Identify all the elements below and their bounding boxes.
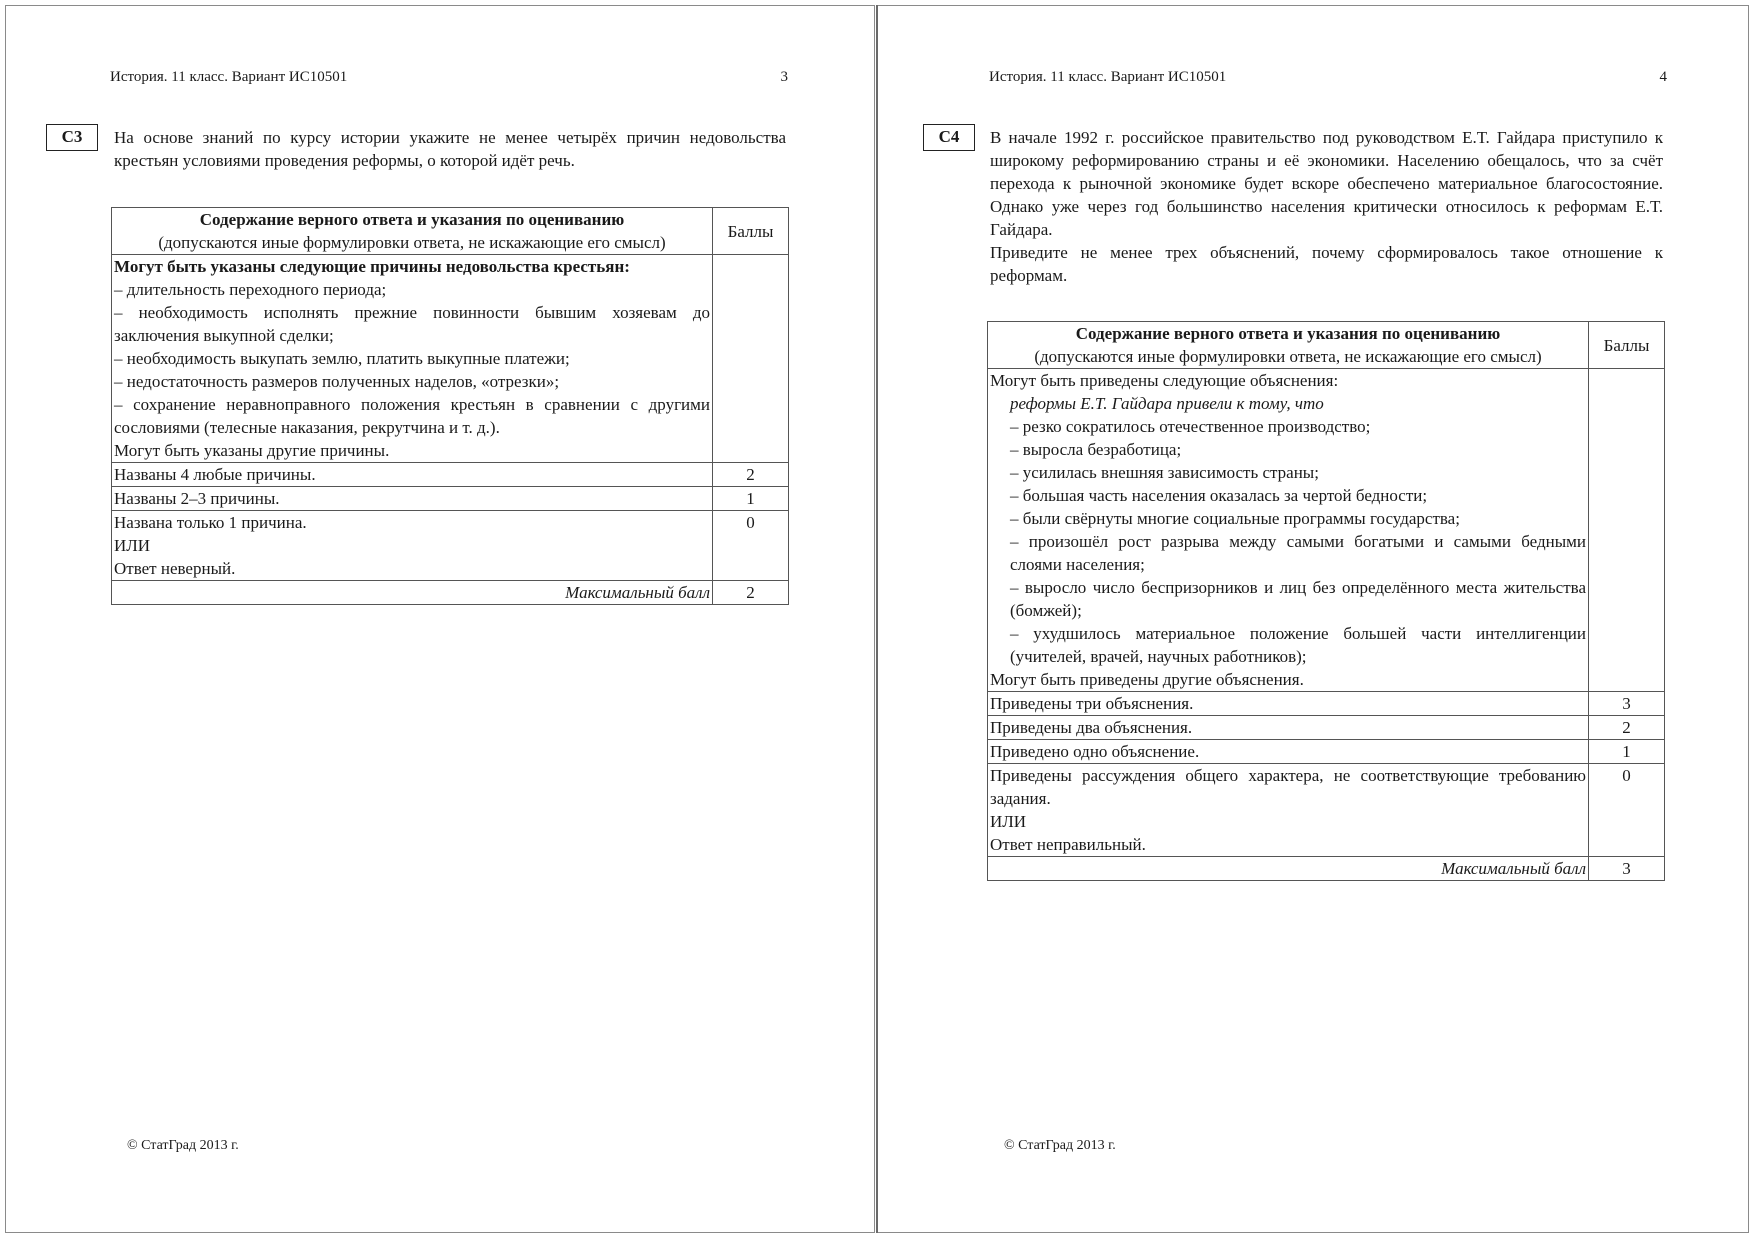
content-line: – были свёрнуты многие социальные программы государства;	[1010, 509, 1460, 528]
criteria-line: Приведены два объяснения.	[990, 718, 1193, 737]
content-italic: реформы Е.Т. Гайдара привели к тому, что	[1010, 394, 1324, 413]
table-header-title: Содержание верного ответа и указания по оцениванию	[199, 210, 625, 229]
task-text	[990, 126, 1663, 287]
table-content-row	[112, 255, 789, 463]
criteria-text	[988, 764, 1589, 857]
content-line: – длительность переходного периода;	[114, 280, 387, 299]
criteria-line: Ответ неправильный.	[990, 835, 1146, 854]
criteria-row	[988, 764, 1665, 857]
content-line: – резко сократилось отечественное производство;	[1010, 417, 1371, 436]
criteria-score: 1	[713, 487, 789, 511]
criteria-line: Названы 2–3 причины.	[114, 489, 280, 508]
content-line: – необходимость исполнять прежние повинности бывшим хозяевам до заключения выкупной сделки;	[114, 303, 710, 345]
criteria-line: ИЛИ	[990, 812, 1027, 831]
criteria-line: Приведены рассуждения общего характера, не соответствующие требованию задания.	[990, 766, 1586, 808]
task-paragraph: На основе знаний по курсу истории укажите не менее четырёх причин недовольства крестьян условиями проведения реформы, о которой идёт речь.	[114, 128, 786, 170]
page-number: 4	[1659, 69, 1667, 85]
criteria-line: ИЛИ	[114, 536, 151, 555]
criteria-text	[988, 692, 1589, 716]
content-line: Могут быть указаны другие причины.	[114, 441, 390, 460]
content-outro: Могут быть приведены другие объяснения.	[990, 670, 1304, 689]
content-line: – большая часть населения оказалась за чертой бедности;	[1010, 486, 1428, 505]
table-header-note: (допускаются иные формулировки ответа, не искажающие его смысл)	[158, 233, 666, 252]
criteria-score: 1	[1589, 740, 1665, 764]
criteria-score: 3	[1589, 692, 1665, 716]
copyright-footer: © СтатГрад 2013 г.	[1004, 1138, 1116, 1153]
page-number: 3	[780, 69, 788, 85]
content-intro: Могут быть приведены следующие объяснения:	[990, 371, 1339, 390]
content-line: – выросло число беспризорников и лиц без определённого места жительства (бомжей);	[1010, 578, 1586, 620]
running-header	[989, 69, 1667, 86]
copyright-footer: © СтатГрад 2013 г.	[127, 1138, 239, 1153]
table-content-row	[988, 369, 1665, 692]
max-score-value: 3	[1589, 857, 1665, 881]
task-paragraph: Приведите не менее трех объяснений, почему сформировалось такое отношение к реформам.	[990, 243, 1663, 285]
criteria-row	[988, 740, 1665, 764]
answer-content	[988, 369, 1589, 692]
criteria-row	[988, 716, 1665, 740]
criteria-text	[988, 740, 1589, 764]
table-header-score: Баллы	[1589, 322, 1665, 369]
max-score-value: 2	[713, 581, 789, 605]
running-header	[110, 69, 788, 86]
criteria-text	[112, 511, 713, 581]
answer-table	[111, 207, 789, 605]
criteria-row	[112, 511, 789, 581]
table-header-title: Содержание верного ответа и указания по оцениванию	[1075, 324, 1501, 343]
table-header-score: Баллы	[713, 208, 789, 255]
criteria-score: 2	[1589, 716, 1665, 740]
table-header-row	[988, 322, 1665, 369]
max-score-label: Максимальный балл	[988, 857, 1589, 881]
task-text	[114, 126, 786, 172]
max-score-row	[112, 581, 789, 605]
max-score-row	[988, 857, 1665, 881]
content-heading: Могут быть указаны следующие причины недовольства крестьян:	[114, 257, 630, 276]
content-line: – произошёл рост разрыва между самыми богатыми и самыми бедными слоями населения;	[1010, 532, 1586, 574]
criteria-row	[112, 487, 789, 511]
criteria-row	[988, 692, 1665, 716]
answer-content-score	[713, 255, 789, 463]
content-line: – усилилась внешняя зависимость страны;	[1010, 463, 1319, 482]
criteria-score: 0	[713, 511, 789, 581]
criteria-score: 2	[713, 463, 789, 487]
criteria-line: Приведено одно объяснение.	[990, 742, 1200, 761]
table-header-content	[988, 322, 1589, 369]
criteria-text	[112, 463, 713, 487]
page-4	[877, 0, 1754, 1239]
header-title: История. 11 класс. Вариант ИС10501	[989, 69, 1227, 85]
criteria-line: Названа только 1 причина.	[114, 513, 307, 532]
content-line: – выросла безработица;	[1010, 440, 1182, 459]
header-title: История. 11 класс. Вариант ИС10501	[110, 69, 348, 85]
table-header-content	[112, 208, 713, 255]
criteria-row	[112, 463, 789, 487]
table-header-row	[112, 208, 789, 255]
criteria-score: 0	[1589, 764, 1665, 857]
task-paragraph: В начале 1992 г. российское правительство под руководством Е.Т. Гайдара приступило к широкому реформированию страны и её экономики. Населению обещалось, что за счёт перехода к рыночной экономике будет вскоре обеспечено материальное благосостояние. Однако уже через год большинство населения критически относилось к реформам Е.Т. Гайдара.	[990, 128, 1663, 239]
answer-content	[112, 255, 713, 463]
criteria-line: Ответ неверный.	[114, 559, 236, 578]
answer-content-score	[1589, 369, 1665, 692]
criteria-text	[988, 716, 1589, 740]
task-label: С4	[923, 124, 975, 151]
criteria-line: Названы 4 любые причины.	[114, 465, 316, 484]
table-header-note: (допускаются иные формулировки ответа, не искажающие его смысл)	[1034, 347, 1542, 366]
content-line: – сохранение неравноправного положения крестьян в сравнении с другими сословиями (телесные наказания, рекрутчина и т. д.).	[114, 395, 710, 437]
task-label: С3	[46, 124, 98, 151]
max-score-label: Максимальный балл	[112, 581, 713, 605]
criteria-line: Приведены три объяснения.	[990, 694, 1194, 713]
content-line: – ухудшилось материальное положение большей части интеллигенции (учителей, врачей, научных работников);	[1010, 624, 1586, 666]
criteria-text	[112, 487, 713, 511]
content-line: – необходимость выкупать землю, платить выкупные платежи;	[114, 349, 570, 368]
answer-table	[987, 321, 1665, 881]
content-line: – недостаточность размеров полученных наделов, «отрезки»;	[114, 372, 560, 391]
